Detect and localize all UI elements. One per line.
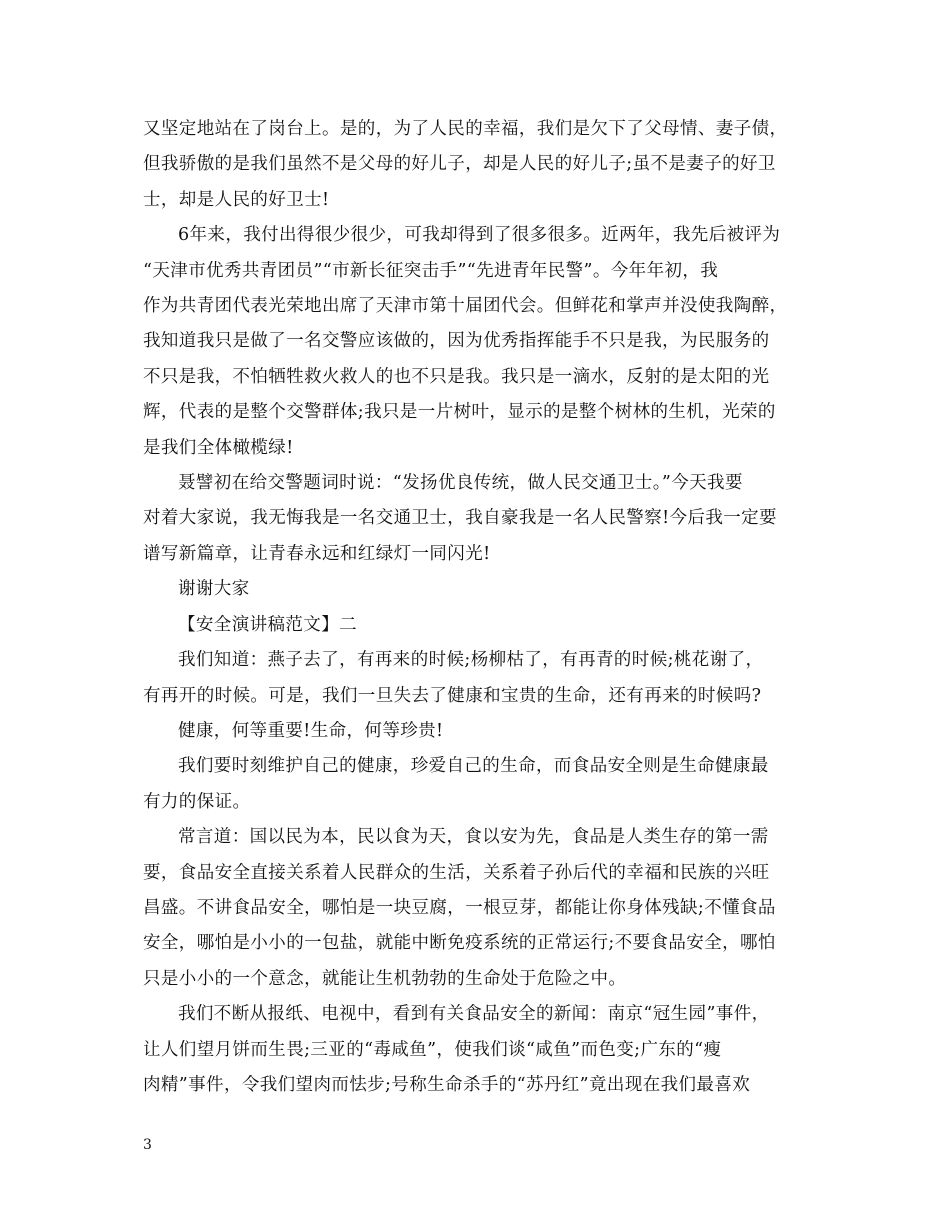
text-line: 作为共青团代表光荣地出席了天津市第十届团代会。但鲜花和掌声并没使我陶醉， bbox=[143, 296, 788, 317]
text-line: 辉，代表的是整个交警群体;我只是一片树叶，显示的是整个树林的生机，光荣的 bbox=[143, 402, 776, 423]
text-line: 【安全演讲稿范文】二 bbox=[178, 614, 357, 635]
paragraph bbox=[143, 218, 811, 466]
section-heading bbox=[143, 608, 811, 643]
text-line: 常言道：国以民为本，民以食为天，食以安为先，食品是人类生存的第一需 bbox=[178, 827, 769, 848]
text-line: 我们要时刻维护自己的健康，珍爱自己的生命，而食品安全则是生命健康最 bbox=[178, 756, 769, 777]
text-line: 6年来，我付出得很少很少，可我却得到了很多很多。近两年，我先后被评为 bbox=[178, 225, 781, 246]
paragraph bbox=[143, 714, 811, 749]
text-line: 谱写新篇章，让青春永远和红绿灯一同闪光! bbox=[143, 543, 491, 564]
text-line: 不只是我，不怕牺牲救火救人的也不只是我。我只是一滴水，反射的是太阳的光 bbox=[143, 366, 770, 387]
text-line: 又坚定地站在了岗台上。是的，为了人民的幸福，我们是欠下了父母情、妻子债， bbox=[143, 119, 788, 139]
text-line: 安全，哪怕是小小的一包盐，就能中断免疫系统的正常运行;不要食品安全，哪怕 bbox=[143, 933, 776, 954]
paragraph bbox=[143, 749, 811, 820]
text-line: 对着大家说，我无悔我是一名交通卫士，我自豪我是一名人民警察!今后我一定要 bbox=[143, 508, 777, 529]
document-body bbox=[143, 112, 811, 1103]
text-line: 士，却是人民的好卫士! bbox=[143, 189, 330, 210]
text-line: 昌盛。不讲食品安全，哪怕是一块豆腐，一根豆芽，都能让你身体残缺;不懂食品 bbox=[143, 897, 776, 918]
paragraph bbox=[143, 820, 811, 997]
text-line: 有力的保证。 bbox=[143, 791, 251, 812]
page-number: 3 bbox=[143, 1137, 152, 1153]
text-line: 有再开的时候。可是，我们一旦失去了健康和宝贵的生命，还有再来的时候吗? bbox=[143, 685, 762, 706]
text-line: 谢谢大家 bbox=[178, 579, 250, 600]
text-line: 我们不断从报纸、电视中，看到有关食品安全的新闻：南京“冠生园”事件， bbox=[178, 1004, 770, 1025]
text-line: 聂譬初在给交警题词时说：“发扬优良传统，做人民交通卫士。”今天我要 bbox=[178, 473, 743, 494]
text-line: 让人们望月饼而生畏;三亚的“毒咸鱼”，使我们谈“咸鱼”而色变;广东的“瘦 bbox=[143, 1039, 722, 1060]
paragraph bbox=[143, 572, 811, 607]
text-line: 肉精”事件，令我们望肉而怯步;号称生命杀手的“苏丹红”竟出现在我们最喜欢 bbox=[143, 1074, 751, 1095]
paragraph bbox=[143, 112, 811, 218]
paragraph bbox=[143, 997, 811, 1103]
text-line: 但我骄傲的是我们虽然不是父母的好儿子，却是人民的好儿子;虽不是妻子的好卫 bbox=[143, 154, 776, 175]
text-line: “天津市优秀共青团员”“市新长征突击手”“先进青年民警”。今年年初，我 bbox=[143, 260, 719, 281]
text-line: 是我们全体橄榄绿! bbox=[143, 437, 294, 458]
text-line: 我们知道：燕子去了，有再来的时候;杨柳枯了，有再青的时候;桃花谢了， bbox=[178, 650, 764, 671]
paragraph bbox=[143, 643, 811, 714]
text-line: 我知道我只是做了一名交警应该做的，因为优秀指挥能手不只是我，为民服务的 bbox=[143, 331, 770, 352]
paragraph bbox=[143, 466, 811, 572]
text-line: 只是小小的一个意念，就能让生机勃勃的生命处于危险之中。 bbox=[143, 968, 627, 989]
text-line: 要，食品安全直接关系着人民群众的生活，关系着子孙后代的幸福和民族的兴旺 bbox=[143, 862, 770, 883]
text-line: 健康，何等重要!生命，何等珍贵! bbox=[178, 720, 444, 741]
